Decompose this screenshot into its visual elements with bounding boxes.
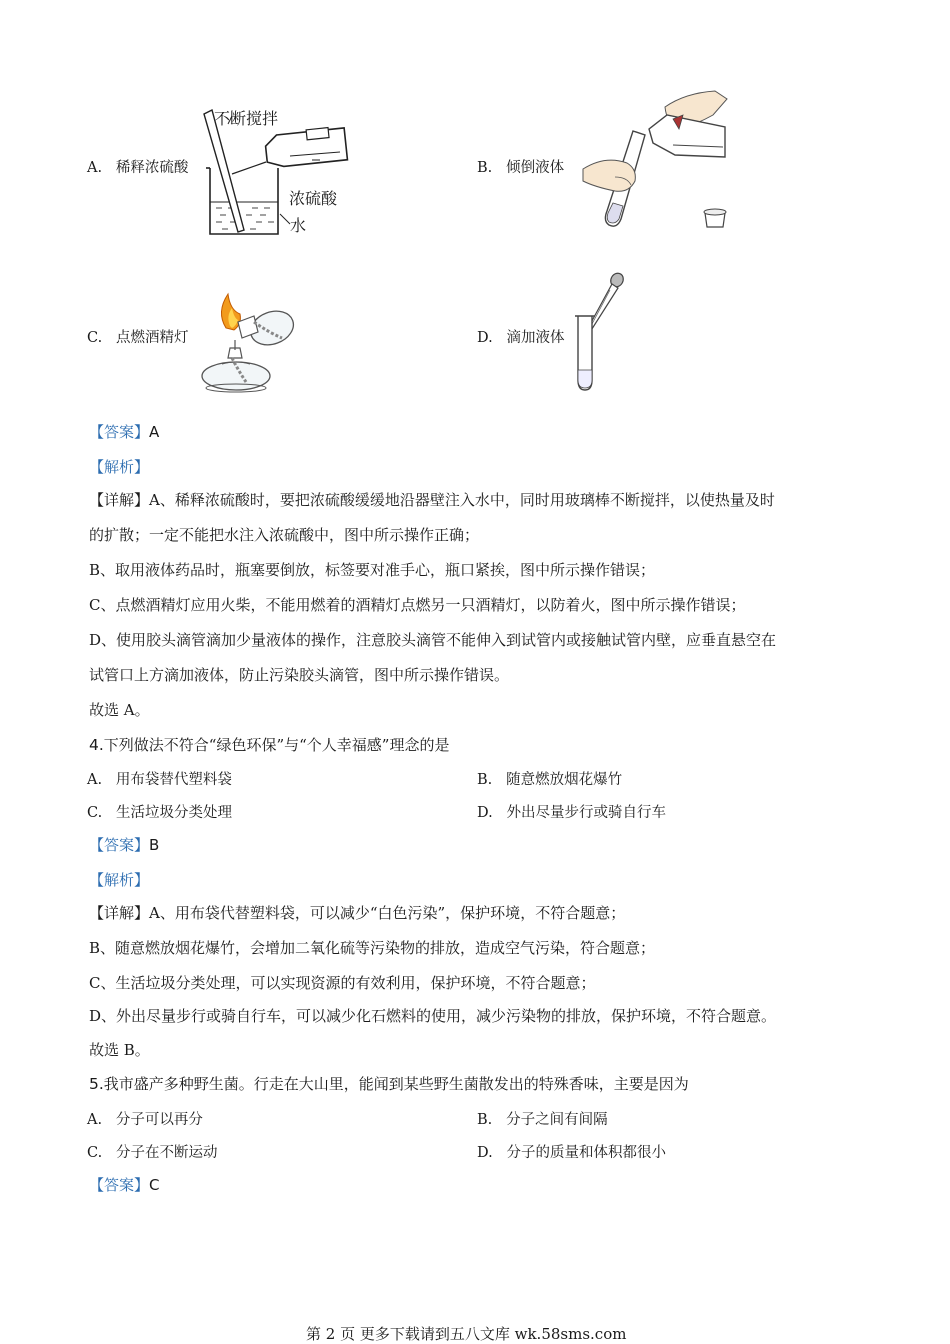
q4-detail-line-1: [89, 902, 625, 923]
q4-detail-line-3: C、生活垃圾分类处理，可以实现资源的有效利用，保护环境，不符合题意；: [89, 974, 596, 992]
label-acid: 浓硫酸: [289, 189, 338, 208]
label-water: 水: [290, 216, 307, 235]
q3-detail-line-2: 的扩散；一定不能把水注入浓硫酸中，图中所示操作正确；: [89, 526, 480, 544]
option-text: 点燃酒精灯: [116, 330, 189, 346]
option-text: 用布袋替代塑料袋: [115, 772, 232, 788]
q5-option-a: [87, 1108, 203, 1129]
q4-analysis-tag: 【解析】: [89, 871, 150, 889]
option-text: 随意燃放烟花爆竹: [506, 772, 623, 788]
q3-option-d: [477, 326, 565, 347]
detail-text: A、稀释浓硫酸时，要把浓硫酸缓缓地沿器壁注入水中，同时用玻璃棒不断搅拌，以使热量及时: [149, 491, 775, 509]
question-number: 4.: [89, 736, 104, 754]
q5-option-d: [477, 1141, 666, 1162]
q4-conclusion: 故选 B。: [89, 1041, 150, 1059]
answer-tag: 【答案】: [89, 836, 150, 854]
q4-stem: [89, 734, 449, 755]
q4-answer: [89, 834, 159, 855]
q3-detail-line-3: B、取用液体药品时，瓶塞要倒放，标签要对准手心，瓶口紧挨，图中所示操作错误；: [89, 561, 656, 579]
option-text: 生活垃圾分类处理: [116, 805, 233, 821]
option-text: 分子可以再分: [115, 1112, 203, 1128]
detail-text: A、用布袋代替塑料袋，可以减少“白色污染”，保护环境，不符合题意；: [149, 904, 626, 922]
option-letter: C.: [87, 1145, 103, 1161]
option-letter: D.: [477, 805, 493, 821]
q3-detail-line-5: D、使用胶头滴管滴加少量液体的操作，注意胶头滴管不能伸入到试管内或接触试管内壁，应垂直悬空在: [89, 631, 777, 649]
q4-option-b: [477, 768, 622, 789]
q5-stem: [89, 1073, 689, 1094]
option-text: 倾倒液体: [506, 160, 565, 176]
pour-liquid-figure: [575, 85, 735, 235]
answer-tag: 【答案】: [89, 423, 150, 441]
option-text: 分子的质量和体积都很小: [506, 1145, 667, 1161]
q4-detail-line-2: B、随意燃放烟花爆竹，会增加二氧化硫等污染物的排放，造成空气污染，符合题意；: [89, 939, 656, 957]
option-letter: A.: [87, 772, 103, 788]
option-text: 分子之间有间隔: [506, 1112, 608, 1128]
answer-tag: 【答案】: [89, 1176, 150, 1194]
option-text: 外出尽量步行或骑自行车: [506, 805, 667, 821]
question-text: 我市盛产多种野生菌。行走在大山里，能闻到某些野生菌散发出的特殊香味，主要是因为: [103, 1075, 689, 1093]
q3-detail-line-1: [89, 489, 775, 510]
option-letter: D.: [477, 330, 493, 346]
q3-detail-line-6: 试管口上方滴加液体，防止污染胶头滴管，图中所示操作错误。: [89, 666, 510, 684]
question-text: 下列做法不符合“绿色环保”与“个人幸福感”理念的是: [103, 736, 450, 754]
detail-tag: 【详解】: [89, 904, 150, 922]
q3-answer: [89, 421, 159, 442]
option-text: 分子在不断运动: [116, 1145, 218, 1161]
dropper-figure: [568, 270, 628, 395]
option-text: 滴加液体: [506, 330, 565, 346]
q5-option-b: [477, 1108, 608, 1129]
label-stir: 不断搅拌: [214, 109, 279, 128]
option-letter: C.: [87, 805, 103, 821]
answer-value: B: [149, 836, 160, 854]
q3-option-c: [87, 326, 189, 347]
answer-value: A: [149, 423, 160, 441]
option-letter: D.: [477, 1145, 493, 1161]
q3-conclusion: 故选 A。: [89, 701, 150, 719]
q5-option-c: [87, 1141, 218, 1162]
q4-option-d: [477, 801, 666, 822]
option-letter: C.: [87, 330, 103, 346]
option-letter: B.: [477, 1112, 493, 1128]
question-number: 5.: [89, 1075, 104, 1093]
detail-tag: 【详解】: [89, 491, 150, 509]
option-letter: A.: [87, 1112, 103, 1128]
q4-detail-line-4: D、外出尽量步行或骑自行车，可以减少化石燃料的使用，减少污染物的排放，保护环境，不符合题意。: [89, 1007, 777, 1025]
option-text: 稀释浓硫酸: [115, 160, 189, 176]
answer-value: C: [149, 1176, 160, 1194]
page-footer: 第 2 页 更多下载请到五八文库 wk.58sms.com: [306, 1325, 627, 1343]
option-letter: B.: [477, 160, 493, 176]
alcohol-lamp-figure: [192, 288, 302, 396]
q4-option-c: [87, 801, 232, 822]
option-letter: B.: [477, 772, 493, 788]
q3-option-a: [87, 156, 188, 177]
q3-analysis-tag: 【解析】: [89, 458, 150, 476]
q3-option-b: [477, 156, 564, 177]
q5-answer: [89, 1174, 160, 1195]
q4-option-a: [87, 768, 232, 789]
option-letter: A.: [87, 160, 103, 176]
q3-detail-line-4: C、点燃酒精灯应用火柴，不能用燃着的酒精灯点燃另一只酒精灯，以防着火，图中所示操作错误；: [89, 596, 746, 614]
